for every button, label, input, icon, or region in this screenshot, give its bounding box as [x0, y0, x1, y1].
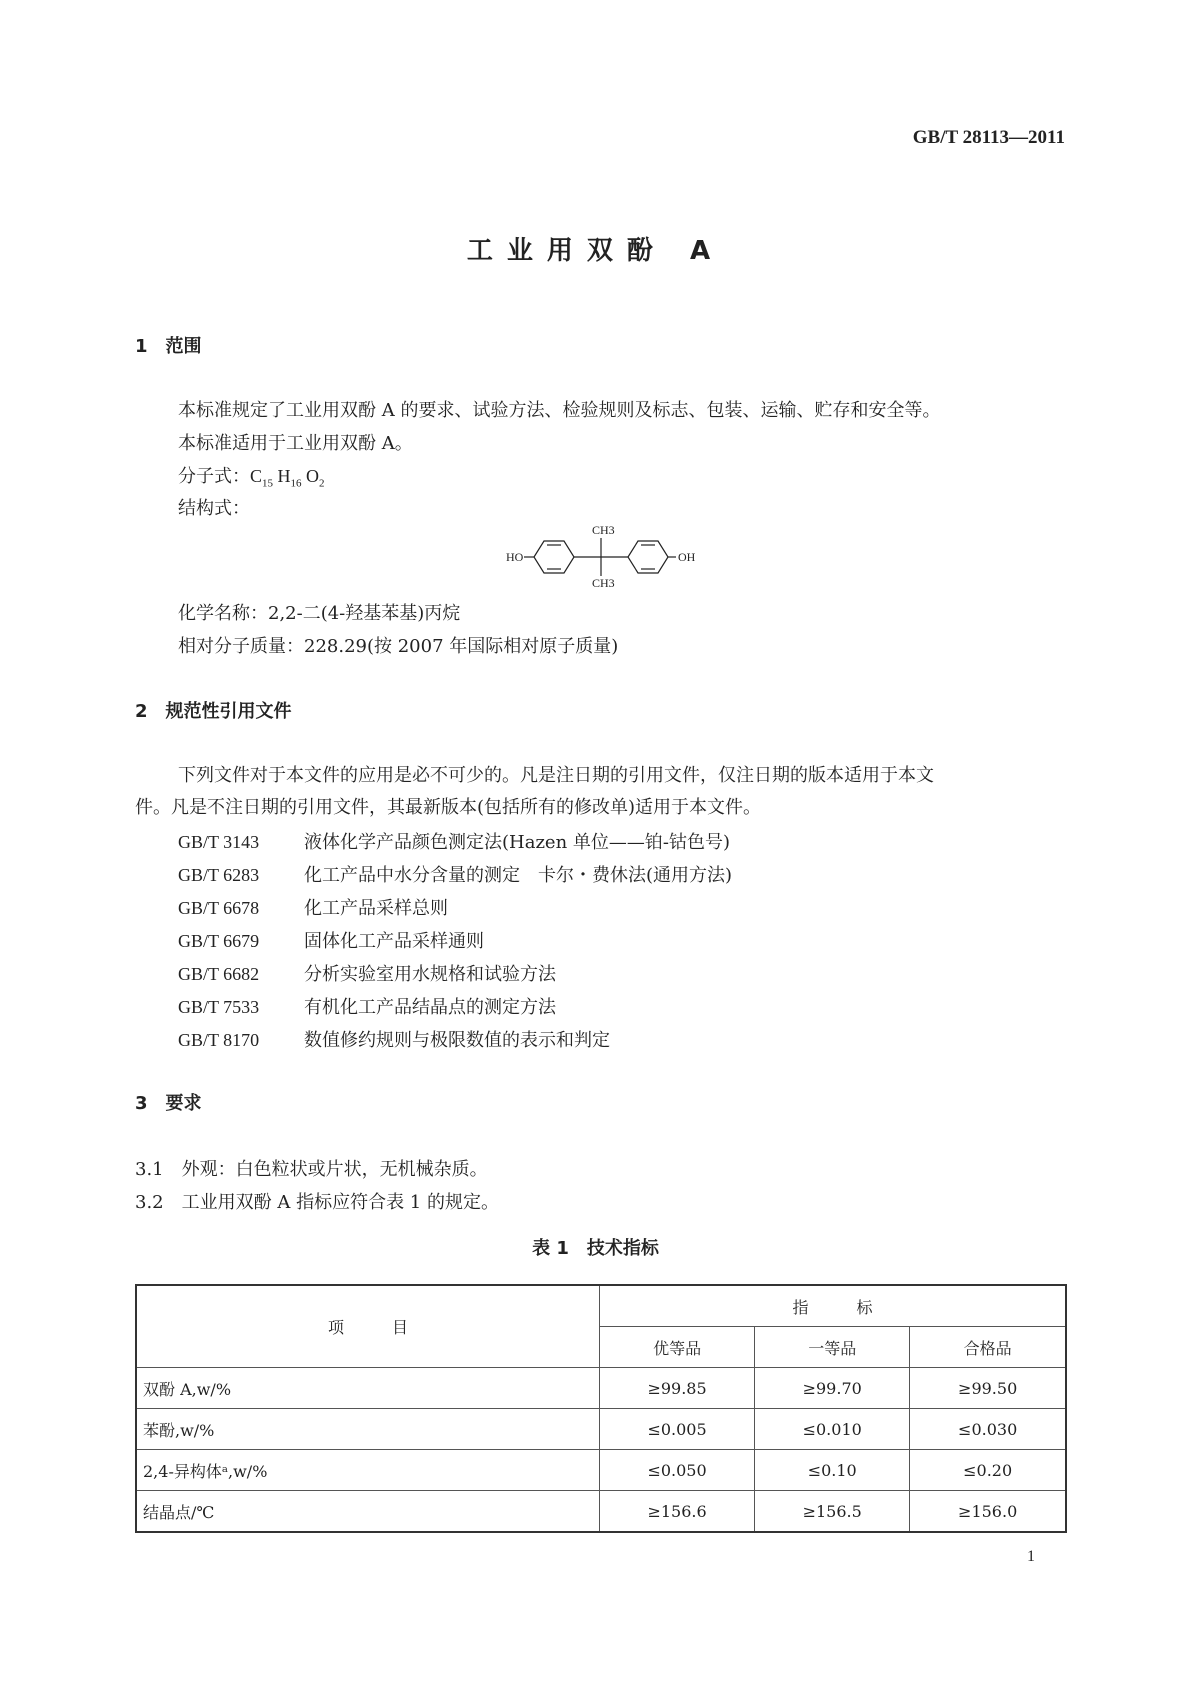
- ref-title: 固体化工产品采样通则: [304, 931, 484, 952]
- technical-index-table: [135, 1284, 1067, 1533]
- table-row: [136, 1368, 1066, 1409]
- ho-group: HO: [506, 550, 524, 564]
- scope-text: 本标准规定了工业用双酚 A 的要求、试验方法、检验规则及标志、包装、运输、贮存和安全等。: [178, 400, 941, 421]
- oh-group: OH: [678, 550, 696, 564]
- f: H: [277, 466, 291, 486]
- cell-value: ≥99.50: [910, 1368, 1066, 1409]
- methyl-top: CH3: [592, 523, 615, 537]
- f: O: [306, 466, 320, 486]
- table-row: [136, 1491, 1066, 1533]
- clause-3-2: 3.2 工业用双酚 A 指标应符合表 1 的规定。: [135, 1192, 499, 1213]
- structural-formula: [500, 525, 710, 590]
- f: C: [250, 466, 263, 486]
- f: 2: [319, 477, 325, 490]
- page-number: 1: [1027, 1548, 1035, 1565]
- clause-3-1: 3.1 外观：白色粒状或片状，无机械杂质。: [135, 1159, 488, 1180]
- ref-code: GB/T 3143: [178, 832, 260, 852]
- reference-item: [178, 892, 732, 925]
- ref-title: 分析实验室用水规格和试验方法: [304, 964, 556, 985]
- header-grade: 优等品: [600, 1327, 755, 1368]
- label: 分子式：: [178, 466, 250, 487]
- document-title: 工业用双酚 A: [466, 236, 725, 266]
- molecular-formula: [178, 462, 325, 490]
- section-1-heading: 1 范围: [135, 336, 202, 357]
- scope-text: 本标准适用于工业用双酚 A。: [178, 433, 413, 454]
- cell-item: 2,4-异构体ᵃ,w/%: [136, 1450, 600, 1491]
- ref-title: 数值修约规则与极限数值的表示和判定: [304, 1030, 610, 1051]
- ref-title: 液体化学产品颜色测定法(Hazen 单位——铂-钴色号): [304, 832, 731, 853]
- cell-value: ≥99.70: [755, 1368, 910, 1409]
- reference-list: [178, 826, 732, 1057]
- header-index: 指 标: [600, 1285, 1067, 1327]
- cell-value: ≥99.85: [600, 1368, 755, 1409]
- reference-item: [178, 859, 732, 892]
- cell-item: 双酚 A,w/%: [136, 1368, 600, 1409]
- reference-item: [178, 991, 732, 1024]
- header-grade: 一等品: [755, 1327, 910, 1368]
- ref-code: GB/T 6682: [178, 964, 260, 984]
- methyl-bottom: CH3: [592, 576, 615, 590]
- ref-code: GB/T 8170: [178, 1030, 260, 1050]
- refs-intro: 件。凡是不注日期的引用文件，其最新版本(包括所有的修改单)适用于本文件。: [135, 797, 762, 818]
- reference-item: [178, 1024, 732, 1057]
- cell-value: ≥156.0: [910, 1491, 1066, 1533]
- cell-value: ≤0.005: [600, 1409, 755, 1450]
- cell-value: ≤0.010: [755, 1409, 910, 1450]
- ref-code: GB/T 6283: [178, 865, 260, 885]
- ref-code: GB/T 7533: [178, 997, 260, 1017]
- chemical-name: 化学名称：2,2-二(4-羟基苯基)丙烷: [178, 603, 461, 624]
- section-3-heading: 3 要求: [135, 1093, 202, 1114]
- reference-item: [178, 958, 732, 991]
- header-grade: 合格品: [910, 1327, 1066, 1368]
- ref-title: 有机化工产品结晶点的测定方法: [304, 997, 556, 1018]
- structure-label: 结构式：: [178, 498, 250, 519]
- section-2-heading: 2 规范性引用文件: [135, 701, 292, 722]
- cell-value: ≥156.6: [600, 1491, 755, 1533]
- header-item: 项 目: [136, 1285, 600, 1368]
- cell-value: ≤0.030: [910, 1409, 1066, 1450]
- f: 15: [262, 477, 274, 490]
- cell-item: 结晶点/℃: [136, 1491, 600, 1533]
- f: 16: [290, 477, 302, 490]
- table-row: [136, 1409, 1066, 1450]
- table-row: [136, 1450, 1066, 1491]
- refs-intro: 下列文件对于本文件的应用是必不可少的。凡是注日期的引用文件，仅注日期的版本适用于本文: [178, 765, 934, 786]
- molecular-mass: 相对分子质量：228.29(按 2007 年国际相对原子质量): [178, 636, 619, 657]
- table-caption: 表 1 技术指标: [532, 1238, 659, 1259]
- cell-item: 苯酚,w/%: [136, 1409, 600, 1450]
- ref-title: 化工产品中水分含量的测定 卡尔・费休法(通用方法): [304, 865, 733, 886]
- reference-item: [178, 925, 732, 958]
- cell-value: ≤0.10: [755, 1450, 910, 1491]
- cell-value: ≤0.20: [910, 1450, 1066, 1491]
- cell-value: ≤0.050: [600, 1450, 755, 1491]
- reference-item: [178, 826, 732, 859]
- cell-value: ≥156.5: [755, 1491, 910, 1533]
- ref-code: GB/T 6678: [178, 898, 260, 918]
- ref-title: 化工产品采样总则: [304, 898, 448, 919]
- standard-number: GB/T 28113—2011: [912, 127, 1065, 148]
- ref-code: GB/T 6679: [178, 931, 260, 951]
